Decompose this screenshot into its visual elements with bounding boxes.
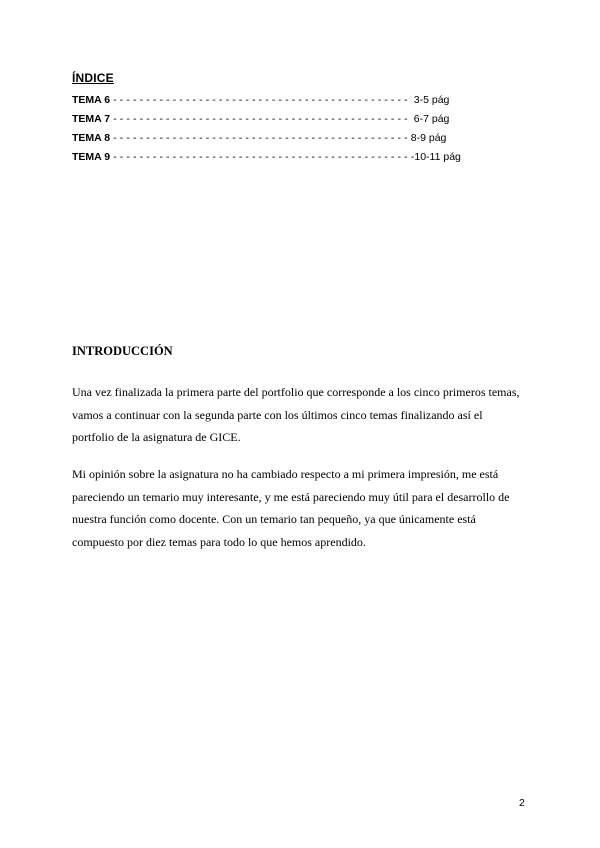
paragraph-line: vamos a continuar con la segunda parte con los últimos cinco temas finalizando así el — [72, 407, 483, 422]
paragraph-line: Una vez finalizada la primera parte del portfolio que corresponde a los cinco primeros temas, — [72, 385, 520, 399]
page-number: 2 — [519, 797, 525, 809]
paragraph-line: nuestra función como docente. Con un temario tan pequeño, ya que únicamente está — [72, 512, 476, 526]
introduction-heading: INTRODUCCIÓN — [72, 344, 173, 358]
paragraph-line: Mi opinión sobre la asignatura no ha cambiado respecto a mi primera impresión, me está — [72, 467, 499, 481]
toc-entry-page: 6-7 pág — [413, 113, 450, 125]
introduction-paragraph-1 — [72, 381, 532, 449]
toc-entry-leader: - - - - - - - - - - - - - - - - - - - - - - - - - - - - - - - - - - - - - - - - - - - - - - — [110, 151, 415, 163]
toc-entry-page: 10-11 pág — [414, 151, 461, 163]
toc-entry-tema-6 — [72, 94, 449, 107]
toc-entry-tema-7 — [72, 113, 449, 126]
toc-entry-label: TEMA 7 — [72, 113, 111, 125]
toc-entry-tema-9 — [72, 151, 461, 164]
paragraph-line: portfolio de la asignatura de GICE. — [72, 430, 241, 444]
toc-entry-tema-8 — [72, 132, 446, 145]
introduction-paragraph-2 — [72, 463, 532, 553]
toc-entry-label: TEMA 8 — [72, 132, 111, 144]
paragraph-line: compuesto por diez temas para todo lo que hemos aprendido. — [72, 534, 366, 549]
toc-entry-leader: - - - - - - - - - - - - - - - - - - - - - - - - - - - - - - - - - - - - - - - - - - - - - — [110, 132, 411, 144]
toc-entry-page: 3-5 pág — [413, 94, 450, 106]
toc-entry-label: TEMA 6 — [72, 94, 111, 106]
toc-entry-leader: - - - - - - - - - - - - - - - - - - - - - - - - - - - - - - - - - - - - - - - - - - - - - — [110, 113, 414, 125]
paragraph-line: pareciendo un temario muy interesante, y me está pareciendo muy útil para el desarrollo de — [72, 489, 510, 504]
toc-entry-label: TEMA 9 — [72, 151, 111, 163]
toc-entry-page: 8-9 pág — [410, 132, 447, 144]
index-title: ÍNDICE — [72, 71, 114, 85]
toc-entry-leader: - - - - - - - - - - - - - - - - - - - - - - - - - - - - - - - - - - - - - - - - - - - - - — [110, 94, 414, 106]
